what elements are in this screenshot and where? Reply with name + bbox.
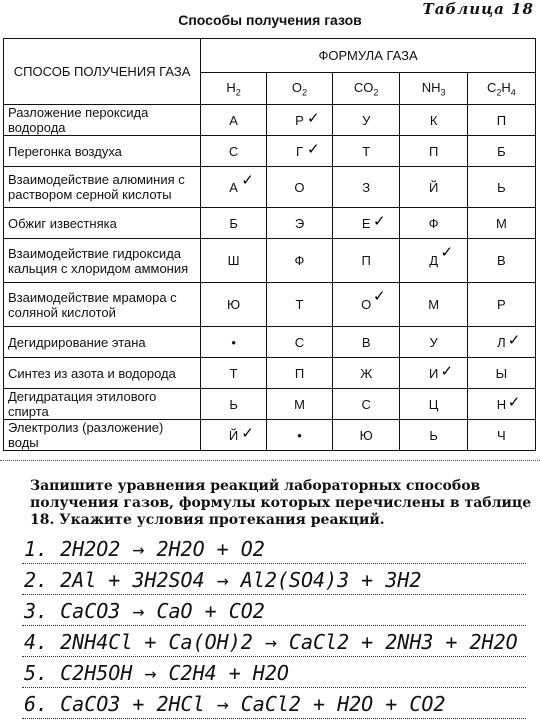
cell-letter: П: [428, 143, 439, 159]
equation-text: 6. CaCO3 + 2HCl → CaCl2 + H2O + CO2: [24, 692, 446, 716]
letter-cell: [332, 167, 399, 208]
cell-letter: •: [297, 427, 302, 443]
cell-letter: Т: [362, 143, 371, 159]
cell-letter: П: [496, 112, 507, 128]
check-mark-icon: ✓: [440, 243, 454, 261]
cell-letter: В: [497, 253, 506, 268]
method-cell: Взаимодействие мрамора с соляной кислотой: [4, 283, 201, 327]
letter-cell: [267, 283, 333, 327]
cell-letter: К: [429, 112, 438, 128]
table-row: [4, 208, 536, 239]
check-mark-icon: ✓: [372, 212, 386, 230]
letter-cell: [201, 167, 267, 208]
letter-cell: [332, 389, 399, 420]
table-row: [4, 136, 536, 167]
cell-letter: М: [495, 215, 507, 231]
cell-letter: С: [361, 396, 371, 412]
letter-cell: [467, 283, 535, 327]
cell-letter: А: [229, 112, 238, 128]
method-cell: Синтез из азота и водорода: [4, 358, 201, 389]
divider: [0, 460, 540, 461]
letter-cell: [332, 136, 399, 167]
gas-table: [3, 38, 536, 451]
cell-letter: Ш: [227, 253, 240, 268]
cell-letter: И: [428, 365, 439, 381]
letter-cell: [400, 420, 467, 451]
cell-letter: З: [362, 179, 371, 195]
cell-letter: Г: [295, 143, 304, 159]
letter-cell: [201, 105, 267, 136]
cell-letter: П: [294, 365, 305, 381]
cell-letter: Ю: [227, 297, 241, 312]
letter-cell: [267, 136, 333, 167]
cell-letter: Ь: [429, 427, 438, 443]
cell-letter: М: [428, 297, 440, 312]
letter-cell: [201, 208, 267, 239]
letter-cell: [267, 358, 333, 389]
cell-letter: Р: [295, 112, 304, 128]
cell-letter: А: [229, 179, 238, 195]
method-cell: Перегонка воздуха: [4, 136, 201, 167]
equation-text: 3. CaCO3 → CaO + CO2: [24, 599, 265, 623]
letter-cell: [467, 239, 535, 283]
writing-line: [22, 594, 526, 595]
method-header: СПОСОБ ПОЛУЧЕНИЯ ГАЗА: [4, 39, 201, 105]
table-row: [4, 167, 536, 208]
letter-cell: [267, 105, 333, 136]
cell-letter: Н: [496, 396, 507, 412]
letter-cell: [332, 239, 399, 283]
letter-cell: [201, 327, 267, 358]
cell-letter: Ч: [497, 427, 506, 443]
writing-line: [22, 563, 526, 564]
method-cell: Разложение пероксида водорода: [4, 105, 201, 136]
table-row: [4, 327, 536, 358]
check-mark-icon: ✓: [241, 171, 254, 189]
writing-line: [22, 625, 526, 626]
cell-letter: Ы: [495, 365, 508, 381]
check-mark-icon: ✓: [507, 331, 521, 349]
letter-cell: [332, 283, 399, 327]
cell-letter: Й: [228, 427, 239, 443]
letter-cell: [267, 420, 333, 451]
cell-letter: Ю: [359, 427, 373, 443]
gas-header-0: $H_2$: [201, 73, 267, 105]
table-row: [4, 239, 536, 283]
equation-text: 1. 2H2O2 → 2H2O + O2: [24, 537, 265, 561]
table-row: [4, 358, 536, 389]
method-cell: Взаимодействие алюминия с раствором серной кислоты: [4, 167, 201, 208]
cell-letter: Т: [295, 297, 304, 312]
letter-cell: [201, 420, 267, 451]
cell-letter: У: [429, 334, 438, 350]
cell-letter: Б: [497, 143, 506, 159]
cell-letter: С: [294, 334, 305, 350]
letter-cell: [332, 420, 399, 451]
cell-letter: О: [294, 179, 305, 195]
letter-cell: [201, 283, 267, 327]
equation-text: 2. 2Al + 3H2SO4 → Al2(SO4)3 + 3H2: [24, 568, 422, 592]
cell-letter: Ф: [428, 215, 439, 231]
letter-cell: [467, 105, 535, 136]
gas-header-1: $O_2$: [267, 73, 333, 105]
gas-header-3: $NH_3$: [400, 73, 467, 105]
letter-cell: [400, 389, 467, 420]
check-mark-icon: ✓: [307, 109, 320, 127]
cell-letter: Д: [429, 253, 439, 268]
check-mark-icon: ✓: [241, 424, 254, 442]
equation-text: 5. C2H5OH → C2H4 + H2O: [24, 661, 289, 685]
letter-cell: [467, 208, 535, 239]
letter-cell: [467, 136, 535, 167]
gas-header-2: $CO_2$: [332, 73, 399, 105]
letter-cell: [467, 358, 535, 389]
cell-letter: У: [362, 112, 371, 128]
cell-letter: Й: [428, 179, 439, 195]
page-title: Способы получения газов: [178, 12, 362, 28]
letter-cell: [332, 208, 399, 239]
letter-cell: [400, 208, 467, 239]
cell-letter: Ь: [229, 396, 238, 412]
method-cell: Взаимодействие гидроксида кальция с хлоридом аммония: [4, 239, 201, 283]
cell-letter: Е: [361, 215, 371, 231]
gas-header-4: $C_2H_4$: [467, 73, 535, 105]
letter-cell: [267, 208, 333, 239]
letter-cell: [201, 136, 267, 167]
letter-cell: [400, 239, 467, 283]
cell-letter: Ц: [428, 396, 439, 412]
letter-cell: [400, 167, 467, 208]
formula-header: ФОРМУЛА ГАЗА: [201, 39, 536, 73]
cell-letter: Ф: [294, 253, 305, 268]
cell-letter: Л: [497, 334, 506, 350]
letter-cell: [400, 327, 467, 358]
task-text: Запишите уравнения реакций лабораторных способов получения газов, формулы которых перечислены в таблице 18. Укажите условия протекания реакций.: [30, 478, 532, 528]
letter-cell: [467, 327, 535, 358]
method-cell: Дегидратация этилового спирта: [4, 389, 201, 420]
letter-cell: [400, 358, 467, 389]
letter-cell: [267, 389, 333, 420]
check-mark-icon: ✓: [507, 393, 521, 411]
equation-text: 4. 2NH4Cl + Ca(OH)2 → CaCl2 + 2NH3 + 2H2O: [24, 630, 518, 654]
cell-letter: С: [228, 143, 239, 159]
writing-line: [22, 656, 526, 657]
method-cell: Дегидрирование этана: [4, 327, 201, 358]
cell-letter: Э: [294, 215, 305, 231]
cell-letter: Т: [229, 365, 238, 381]
table-row: [4, 105, 536, 136]
letter-cell: [201, 239, 267, 283]
cell-letter: О: [361, 297, 372, 312]
letter-cell: [332, 358, 399, 389]
table-row: [4, 420, 536, 451]
letter-cell: [201, 358, 267, 389]
method-cell: Электролиз (разложение) воды: [4, 420, 201, 451]
letter-cell: [267, 167, 333, 208]
method-cell: Обжиг известняка: [4, 208, 201, 239]
check-mark-icon: ✓: [372, 287, 386, 305]
cell-letter: Ь: [497, 179, 506, 195]
letter-cell: [332, 105, 399, 136]
letter-cell: [332, 327, 399, 358]
table-number: Таблица 18: [422, 0, 534, 18]
letter-cell: [467, 420, 535, 451]
check-mark-icon: ✓: [307, 140, 320, 158]
letter-cell: [201, 389, 267, 420]
letter-cell: [467, 167, 535, 208]
check-mark-icon: ✓: [440, 362, 454, 380]
writing-line: [22, 687, 526, 688]
letter-cell: [267, 327, 333, 358]
table-row: [4, 283, 536, 327]
cell-letter: •: [231, 334, 236, 350]
letter-cell: [400, 105, 467, 136]
cell-letter: В: [361, 334, 371, 350]
letter-cell: [400, 136, 467, 167]
cell-letter: Б: [229, 215, 238, 231]
cell-letter: Р: [497, 297, 506, 312]
writing-line: [22, 718, 526, 719]
letter-cell: [267, 239, 333, 283]
cell-letter: Ж: [360, 365, 373, 381]
cell-letter: М: [294, 396, 305, 412]
letter-cell: [467, 389, 535, 420]
letter-cell: [400, 283, 467, 327]
cell-letter: П: [361, 253, 371, 268]
table-row: [4, 389, 536, 420]
